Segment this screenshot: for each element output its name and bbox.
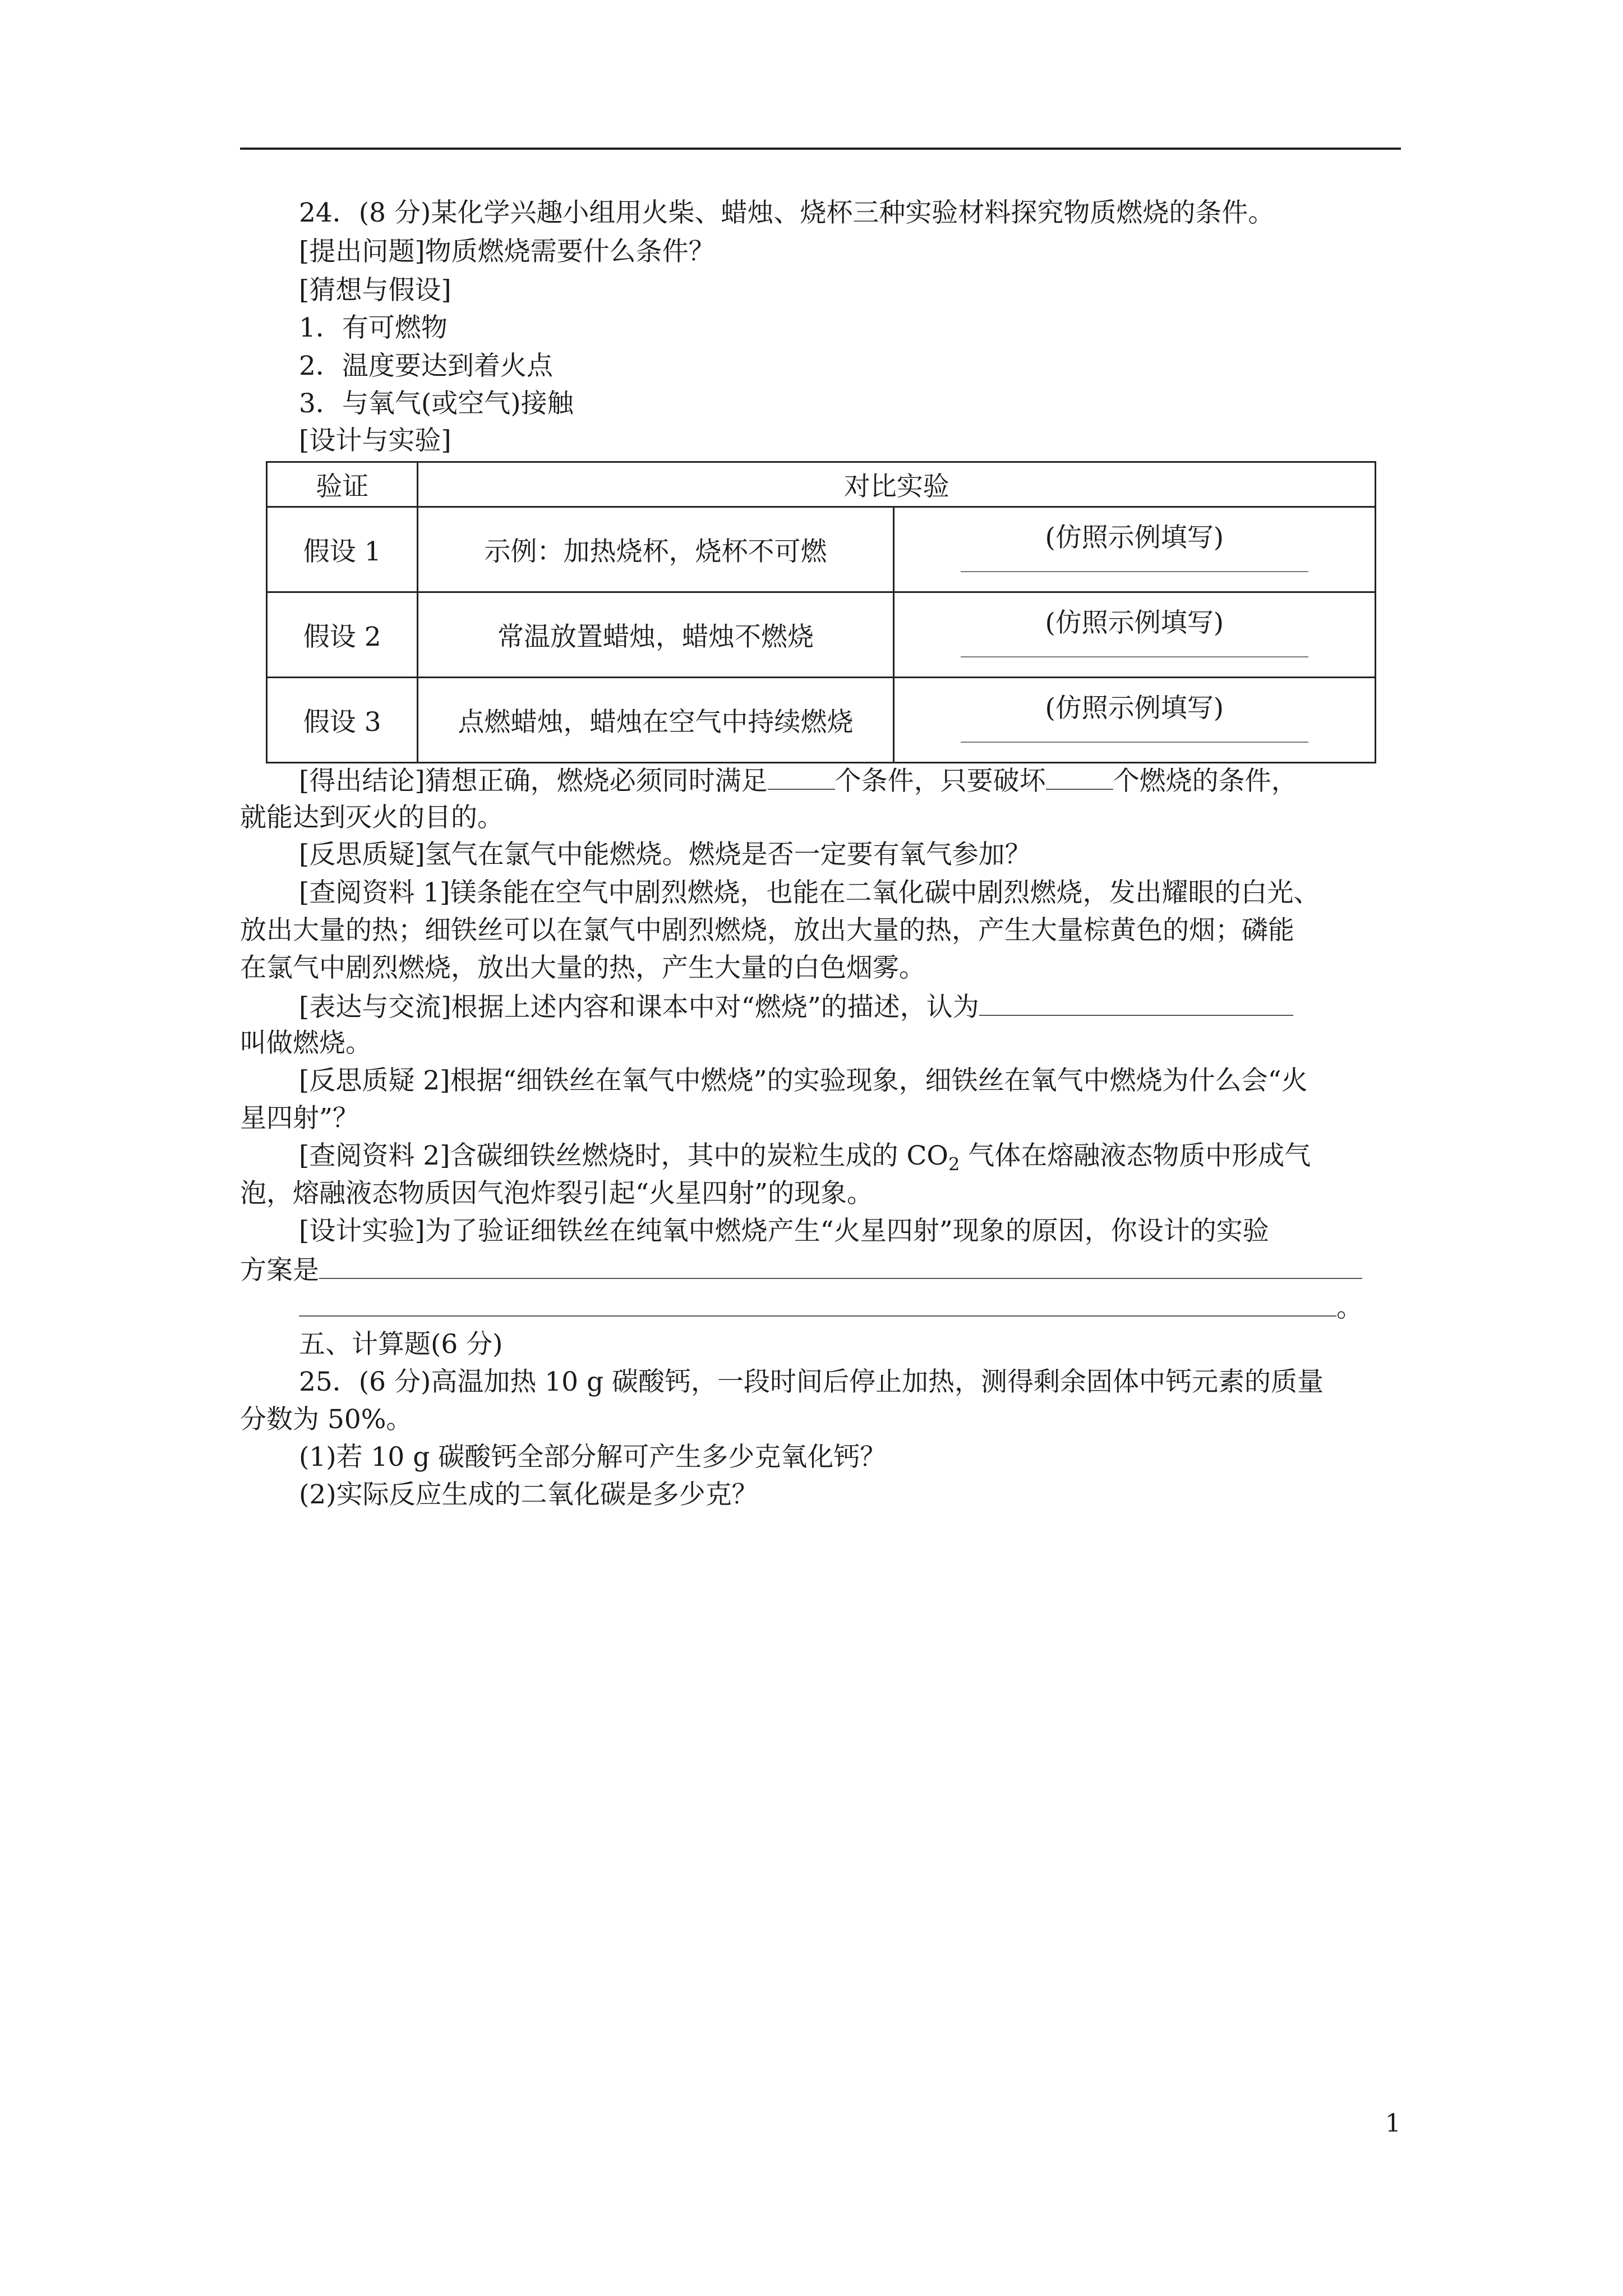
design2-blank-2[interactable] (299, 1291, 1336, 1317)
fill-cell[interactable] (893, 507, 1375, 592)
conclusion-blank-1[interactable] (768, 764, 835, 790)
data2-text-a: [查阅资料 2]含碳细铁丝燃烧时，其中的炭粒生成的 CO (299, 1140, 948, 1171)
fill-hint: (仿照示例填写) (1045, 608, 1224, 638)
q24-reflect-2-line1: [反思质疑 2]根据“细铁丝在氧气中燃烧”的实验现象，细铁丝在氧气中燃烧为什么会“火 (299, 1065, 1308, 1096)
q25-sub2: (2)实际反应生成的二氧化碳是多少克？ (299, 1479, 758, 1510)
conclusion-part-c: 个燃烧的条件， (1113, 766, 1298, 797)
header-rule (240, 148, 1401, 150)
page-number: 1 (1385, 2109, 1401, 2138)
data2-text-b: 气体在熔融液态物质中形成气 (960, 1140, 1311, 1171)
q24-express-end: 叫做燃烧。 (240, 1028, 372, 1059)
q24-reflect-1: [反思质疑]氢气在氯气中能燃烧。燃烧是否一定要有氧气参加？ (299, 839, 1031, 870)
co2-subscript: 2 (948, 1153, 960, 1175)
q24-conclusion (299, 764, 1298, 797)
q24-hypothesis-2: 2．温度要达到着火点 (299, 351, 553, 381)
q24-data1-line3: 在氯气中剧烈燃烧，放出大量的热，产生大量的白色烟雾。 (240, 953, 925, 983)
fill-cell[interactable] (893, 678, 1375, 763)
row-label: 假设 3 (267, 678, 418, 763)
q24-design2-line2 (240, 1253, 1362, 1286)
q25-sub1: (1)若 10 g 碳酸钙全部分解可产生多少克氧化钙？ (299, 1442, 887, 1473)
fill-hint: (仿照示例填写) (1045, 522, 1224, 553)
experiment-table (266, 461, 1376, 763)
express-blank[interactable] (979, 990, 1293, 1016)
header-verify: 验证 (267, 462, 418, 507)
q24-data2-line2: 泡，熔融液态物质因气泡炸裂引起“火星四射”的现象。 (240, 1178, 874, 1209)
q24-data1-line1: [查阅资料 1]镁条能在空气中剧烈燃烧，也能在二氧化碳中剧烈燃烧，发出耀眼的白光、 (299, 877, 1320, 908)
table-row (267, 507, 1376, 592)
row-label: 假设 1 (267, 507, 418, 592)
row-example: 示例：加热烧杯，烧杯不可燃 (418, 507, 893, 592)
row-label: 假设 2 (267, 592, 418, 678)
q24-reflect-2-line2: 星四射”？ (240, 1103, 359, 1134)
conclusion-part-a: [得出结论]猜想正确，燃烧必须同时满足 (299, 766, 768, 797)
q24-design2-line3 (299, 1291, 1363, 1324)
row-example: 点燃蜡烛，蜡烛在空气中持续燃烧 (418, 678, 893, 763)
q24-design-title: [设计与实验] (299, 425, 451, 456)
q25-line1: 25．(6 分)高温加热 10 g 碳酸钙，一段时间后停止加热，测得剩余固体中钙元素的质量 (299, 1366, 1324, 1397)
q24-conclusion-end: 就能达到灭火的目的。 (240, 802, 504, 833)
q24-hypothesis-title: [猜想与假设] (299, 275, 451, 306)
design2-period: 。 (1336, 1292, 1363, 1323)
table-row (267, 678, 1376, 763)
q24-design2-line1: [设计实验]为了验证细铁丝在纯氧中燃烧产生“火星四射”现象的原因，你设计的实验 (299, 1216, 1269, 1246)
answer-blank[interactable] (961, 742, 1308, 743)
row-example: 常温放置蜡烛，蜡烛不燃烧 (418, 592, 893, 678)
q24-problem: [提出问题]物质燃烧需要什么条件？ (299, 236, 715, 267)
answer-blank[interactable] (961, 571, 1308, 572)
header-comparison: 对比实验 (418, 462, 1376, 507)
q25-line2: 分数为 50%。 (240, 1404, 413, 1435)
q24-hypothesis-1: 1．有可燃物 (299, 312, 448, 343)
q24-express (299, 990, 1293, 1023)
design2-blank-1[interactable] (319, 1253, 1362, 1279)
table-row (267, 592, 1376, 678)
express-text: [表达与交流]根据上述内容和课本中对“燃烧”的描述，认为 (299, 992, 979, 1023)
q24-hypothesis-3: 3．与氧气(或空气)接触 (299, 388, 574, 419)
fill-hint: (仿照示例填写) (1045, 693, 1224, 724)
fill-cell[interactable] (893, 592, 1375, 678)
q24-data1-line2: 放出大量的热；细铁丝可以在氯气中剧烈燃烧，放出大量的热，产生大量棕黄色的烟；磷能 (240, 915, 1294, 946)
design2-label: 方案是 (240, 1255, 319, 1286)
answer-blank[interactable] (961, 656, 1308, 657)
table-header-row (267, 462, 1376, 507)
conclusion-blank-2[interactable] (1046, 764, 1113, 790)
q24-data2-line1 (299, 1140, 1311, 1180)
q24-intro: 24．(8 分)某化学兴趣小组用火柴、蜡烛、烧杯三种实验材料探究物质燃烧的条件。 (299, 197, 1275, 228)
section-5-title: 五、计算题(6 分) (299, 1329, 503, 1360)
conclusion-part-b: 个条件，只要破坏 (834, 766, 1046, 797)
